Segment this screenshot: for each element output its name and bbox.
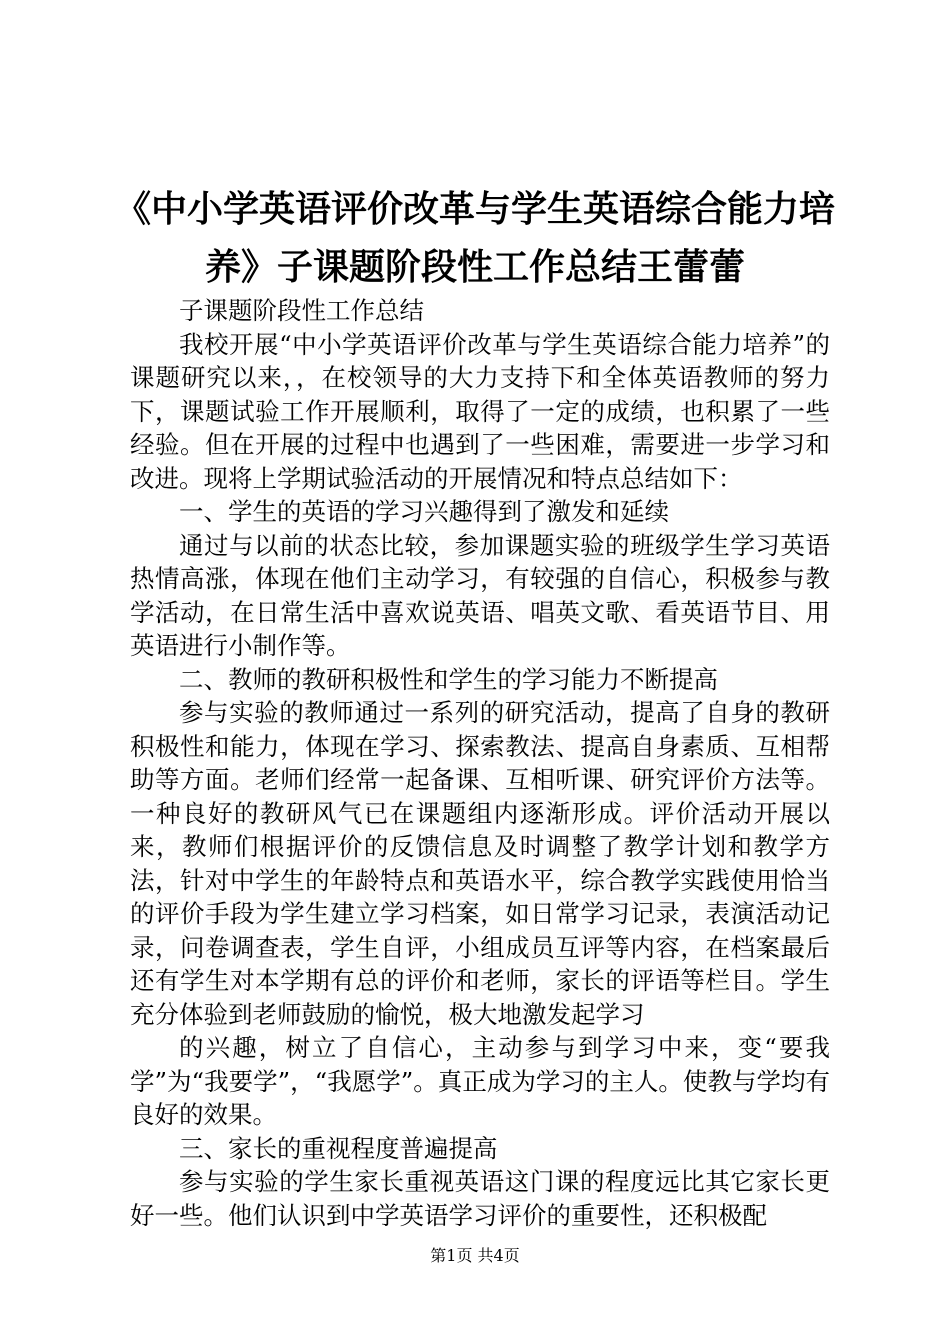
document-title	[110, 180, 840, 296]
intro-paragraph: 我校开展“中小学英语评价改革与学生英语综合能力培养”的课题研究以来，，在校领导的大力支持下和全体英语教师的努力下，课题试验工作开展顺利，取得了一定的成绩，也积累了一些经验。但在开展的过程中也遇到了一些困难，需要进一步学习和改进。现将上学期试验活动的开展情况和特点总结如下：	[130, 329, 830, 493]
section-2-continuation: 的兴趣，树立了自信心，主动参与到学习中来，变“要我学”为“我要学”，“我愿学”。真正成为学习的主人。使教与学均有良好的效果。	[130, 1033, 830, 1129]
section-heading-1: 一、学生的英语的学习兴趣得到了激发和延续	[179, 497, 669, 526]
section-1-paragraph: 通过与以前的状态比较，参加课题实验的班级学生学习英语热情高涨，体现在他们主动学习，有较强的自信心，积极参与教学活动，在日常生活中喜欢说英语、唱英文歌、看英语节目、用英语进行小制作等。	[130, 530, 830, 660]
title-line-2: 养》子课题阶段性工作总结王蕾蕾	[204, 246, 745, 288]
page-footer: 第1页 共4页	[430, 1246, 520, 1265]
section-heading-2: 二、教师的教研积极性和学生的学习能力不断提高	[179, 664, 718, 694]
subtitle-paragraph: 子课题阶段性工作总结	[179, 296, 424, 325]
section-heading-3: 三、家长的重视程度普遍提高	[179, 1133, 498, 1163]
title-line-1: 《中小学英语评价改革与学生英语综合能力培	[114, 188, 835, 230]
section-3-paragraph: 参与实验的学生家长重视英语这门课的程度远比其它家长更好一些。他们认识到中学英语学习评价的重要性，还积极配	[130, 1167, 830, 1230]
section-2-paragraph: 参与实验的教师通过一系列的研究活动，提高了自身的教研积极性和能力，体现在学习、探索教法、提高自身素质、互相帮助等方面。老师们经常一起备课、互相听课、研究评价方法等。一种良好的教研风气已在课题组内逐渐形成。评价活动开展以来，教师们根据评价的反馈信息及时调整了教学计划和教学方法，针对中学生的年龄特点和英语水平，综合教学实践使用恰当的评价手段为学生建立学习档案，如日常学习记录，表演活动记录，问卷调查表，学生自评，小组成员互评等内容，在档案最后还有学生对本学期有总的评价和老师，家长的评语等栏目。学生充分体验到老师鼓励的愉悦，极大地激发起学习	[130, 698, 830, 1029]
document-body	[130, 294, 830, 1232]
